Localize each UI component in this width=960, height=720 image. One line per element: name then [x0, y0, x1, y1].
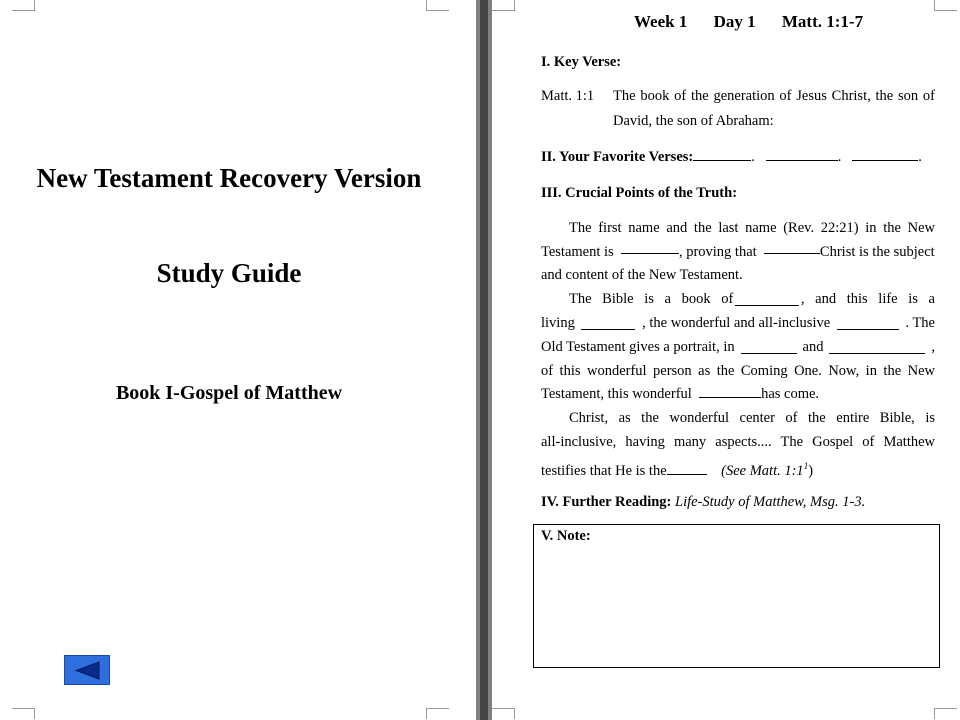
page-divider	[476, 0, 492, 720]
note-box[interactable]	[533, 524, 940, 668]
back-button[interactable]	[64, 655, 110, 685]
crop-mark	[492, 0, 515, 11]
crop-mark	[492, 708, 515, 719]
paragraph-line: The first name and the last name (Rev. 22:21) in the New	[569, 220, 935, 236]
answer-blank[interactable]	[621, 240, 679, 254]
answer-blank[interactable]	[852, 147, 918, 161]
day-label: Day 1	[713, 12, 756, 31]
key-verse-line: The book of the generation of Jesus Christ, the son of	[613, 88, 935, 104]
crop-mark	[12, 708, 35, 719]
answer-blank[interactable]	[766, 147, 838, 161]
crop-mark	[934, 0, 957, 11]
lesson-header	[634, 12, 863, 32]
paragraph-line: and content of the New Testament.	[541, 267, 743, 283]
paragraph-line: Old Testament gives a portrait, in and ,	[541, 339, 935, 355]
cover-title: New Testament Recovery Version	[36, 163, 422, 193]
cover-page	[0, 0, 476, 720]
paragraph-line: Testament is , proving that Christ is the subject	[541, 240, 935, 264]
answer-blank[interactable]	[667, 461, 707, 475]
answer-blank[interactable]	[699, 384, 761, 398]
crucial-points-heading: III. Crucial Points of the Truth:	[541, 185, 738, 201]
left-arrow-icon	[75, 661, 101, 680]
answer-blank[interactable]	[837, 316, 899, 330]
further-reading-line	[541, 490, 865, 514]
cover-subtitle: Study Guide	[156, 258, 302, 288]
paragraph-line: The Bible is a book of , and this life is a	[569, 291, 935, 307]
crop-mark	[934, 708, 957, 719]
answer-blank[interactable]	[764, 240, 820, 254]
paragraph-line: living , the wonderful and all-inclusive . The	[541, 315, 935, 331]
further-reading-heading: IV. Further Reading:	[541, 494, 672, 510]
key-verse-ref: Matt. 1:1	[541, 88, 595, 104]
favorite-verses-heading: II. Your Favorite Verses:	[541, 149, 694, 165]
paragraph-line: testifies that He is the (See Matt. $1:1^1$)	[541, 461, 814, 479]
answer-blank[interactable]	[741, 340, 797, 354]
crop-mark	[426, 0, 449, 11]
paragraph-line: of this wonderful person as the Coming One. Now, in the New	[541, 363, 935, 379]
note-heading: V. Note:	[541, 528, 591, 544]
crop-mark	[426, 708, 449, 719]
crop-mark	[12, 0, 35, 11]
answer-blank[interactable]	[829, 340, 925, 354]
cover-book-title: Book I-Gospel of Matthew	[115, 382, 343, 404]
week-label: Week 1	[634, 12, 688, 31]
key-verse-line: David, the son of Abraham:	[613, 113, 774, 129]
further-reading-text: Life-Study of Matthew, Msg. 1-3.	[675, 494, 866, 510]
answer-blank[interactable]	[693, 147, 751, 161]
paragraph-line: all-inclusive, having many aspects.... The Gospel of Matthew	[541, 434, 935, 450]
paragraph-line: Christ, as the wonderful center of the entire Bible, is	[569, 410, 935, 426]
key-verse-heading: I. Key Verse:	[541, 54, 622, 70]
favorite-verses-line: II. Your Favorite Verses: . . .	[541, 149, 922, 165]
paragraph-line: Testament, this wonderful has come.	[541, 386, 820, 402]
answer-blank[interactable]	[735, 292, 799, 306]
answer-blank[interactable]	[581, 316, 635, 330]
passage-label: Matt. 1:1-7	[781, 12, 864, 31]
